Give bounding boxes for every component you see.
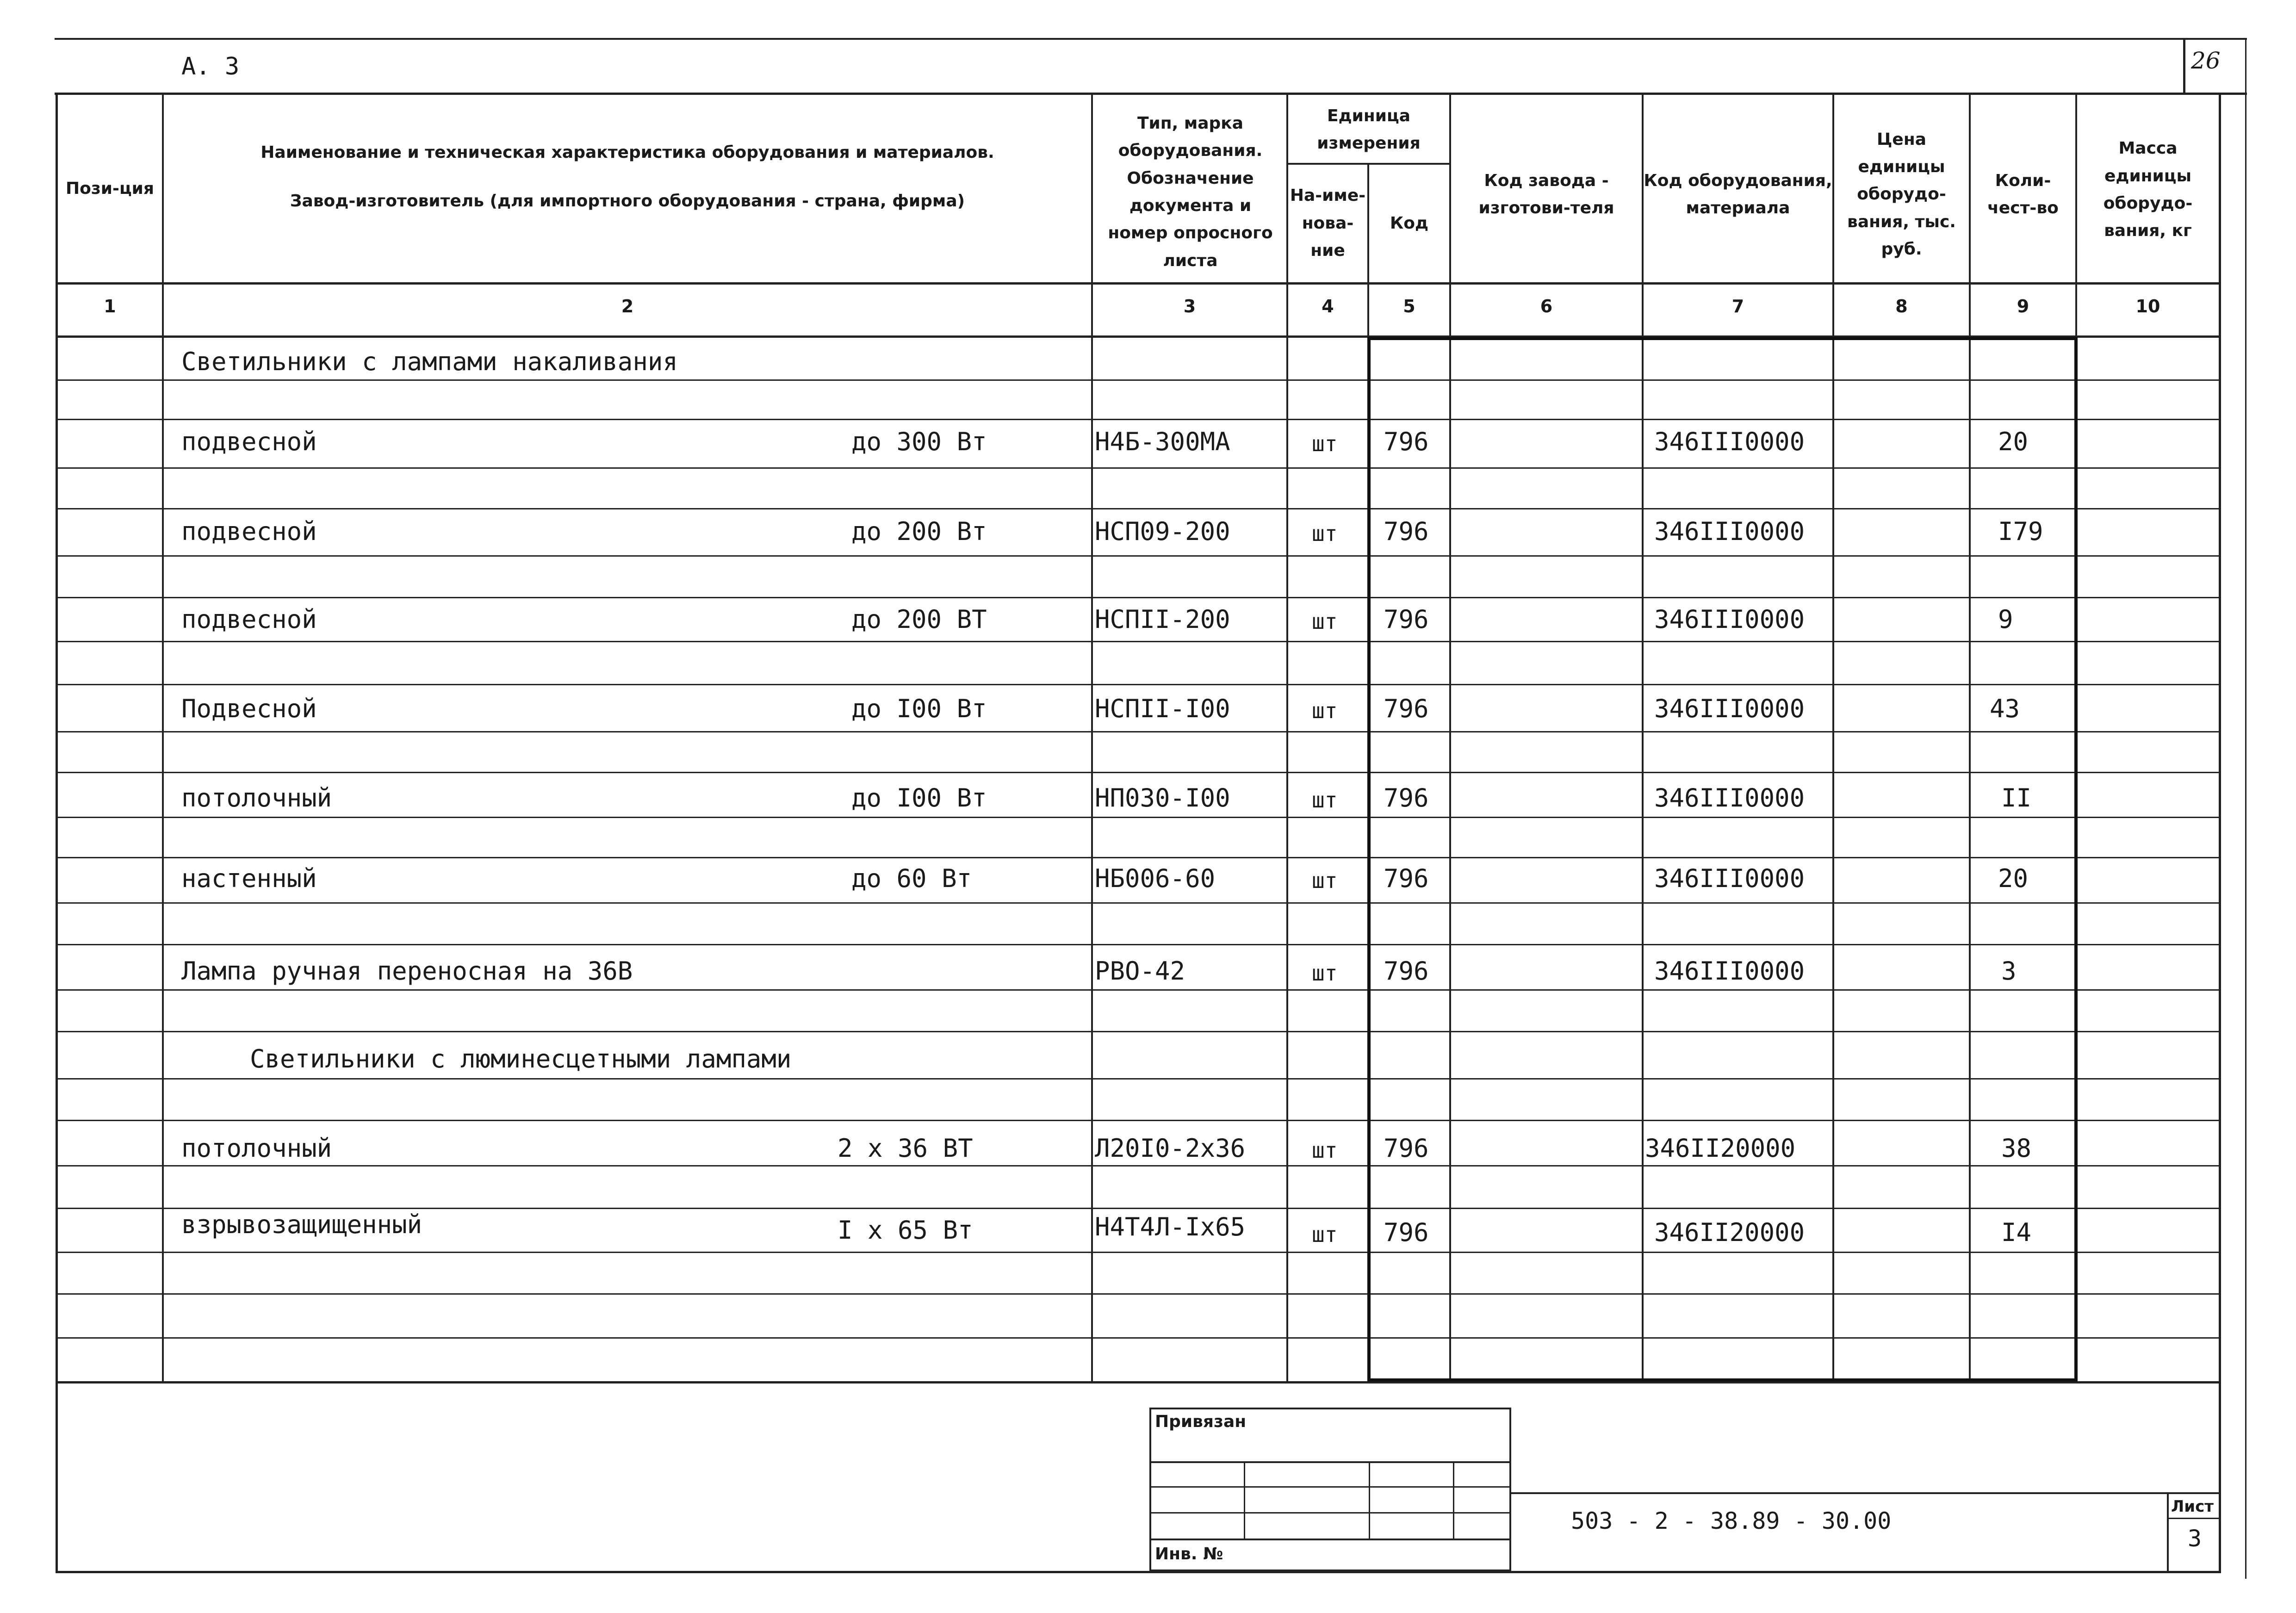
column-number: 4 — [1322, 296, 1334, 316]
item-name: подвесной — [181, 427, 317, 456]
item-unit: шт — [1312, 1222, 1338, 1247]
item-quantity: 43 — [1990, 694, 2020, 723]
inventory-number-label: Инв. № — [1155, 1545, 1223, 1563]
header-name-line1: Наименование и техническая характеристика оборудования и материалов. — [261, 143, 994, 162]
item-type: Н4Б-300МА — [1095, 427, 1230, 456]
header-mass: Масса единицы оборудо-вания, кг — [2103, 139, 2193, 241]
item-name: потолочный — [181, 1134, 332, 1163]
item-unit: шт — [1312, 698, 1338, 723]
column-number: 9 — [2017, 296, 2029, 316]
item-type: РВО-42 — [1095, 956, 1185, 986]
header-unit-group: Единица измерения — [1317, 106, 1421, 153]
item-power: до I00 Вт — [851, 694, 987, 723]
item-name: настенный — [181, 864, 317, 893]
sheet-number: 3 — [2188, 1525, 2202, 1552]
item-unit: шт — [1312, 961, 1338, 986]
column-number: 8 — [1895, 296, 1908, 316]
item-unit: шт — [1312, 609, 1338, 634]
item-name: потолочный — [181, 783, 332, 813]
header-price: Цена единицы оборудо-вания, тыс. руб. — [1847, 130, 1956, 259]
header-type-mark: Тип, марка оборудования. Обозначение документа и номер опросного листа — [1108, 113, 1273, 270]
item-type: НСПII-I00 — [1095, 694, 1230, 723]
item-unit: шт — [1312, 868, 1338, 893]
item-unit: шт — [1312, 788, 1338, 813]
item-quantity: 20 — [1998, 427, 2029, 456]
section-heading: Светильники с люминесцетными лампами — [250, 1044, 792, 1073]
item-quantity: I4 — [2001, 1218, 2032, 1247]
item-unit: шт — [1312, 1138, 1338, 1163]
item-type: Л20I0-2х36 — [1095, 1134, 1246, 1163]
item-name: Подвесной — [181, 694, 317, 723]
item-unit-code: 796 — [1384, 605, 1429, 634]
item-power: I х 65 Вт — [838, 1216, 973, 1245]
header-material-code: Код оборудования, материала — [1644, 171, 1832, 217]
item-power: до 300 Вт — [851, 427, 987, 456]
item-quantity: 9 — [1998, 605, 2013, 634]
item-name: взрывозащищенный — [181, 1210, 422, 1239]
item-type: НБ006-60 — [1095, 864, 1216, 893]
item-power: до 60 Вт — [851, 864, 972, 893]
item-quantity: 38 — [2001, 1134, 2032, 1163]
column-number: 1 — [104, 296, 116, 316]
item-unit-code: 796 — [1384, 1134, 1429, 1163]
item-material-code: 346III0000 — [1654, 783, 1805, 813]
item-unit-code: 796 — [1384, 783, 1429, 813]
item-material-code: 346III0000 — [1654, 517, 1805, 546]
column-number: 7 — [1731, 296, 1744, 316]
header-name-line2: Завод-изготовитель (для импортного оборудования - страна, фирма) — [290, 192, 965, 211]
sheet-corner-number: 26 — [2191, 47, 2221, 74]
item-power: до I00 Вт — [851, 783, 987, 813]
header-plant-code: Код завода - изготови-теля — [1478, 171, 1614, 217]
header-unit-name: На-име-нова-ние — [1290, 186, 1366, 261]
section-heading: Светильники с лампами накаливания — [181, 347, 678, 376]
item-unit-code: 796 — [1384, 1218, 1429, 1247]
column-number: 5 — [1403, 296, 1415, 316]
item-unit: шт — [1312, 521, 1338, 546]
header-quantity: Коли-чест-во — [1987, 171, 2059, 217]
item-name: подвесной — [181, 605, 317, 634]
sheet-label: Лист — [2171, 1497, 2214, 1516]
item-material-code: 346III0000 — [1654, 864, 1805, 893]
item-quantity: 20 — [1998, 864, 2029, 893]
item-unit-code: 796 — [1384, 427, 1429, 456]
item-name: Лампа ручная переносная на 36В — [181, 956, 633, 986]
item-power: 2 х 36 ВТ — [838, 1134, 973, 1163]
item-type: Н4Т4Л-Iх65 — [1095, 1212, 1246, 1241]
appendix-label: А. 3 — [181, 53, 240, 81]
item-type: НСПII-200 — [1095, 605, 1230, 634]
item-power: до 200 ВТ — [851, 605, 987, 634]
item-unit-code: 796 — [1384, 517, 1429, 546]
item-name: подвесной — [181, 517, 317, 546]
item-material-code: 346III0000 — [1654, 427, 1805, 456]
item-unit-code: 796 — [1384, 864, 1429, 893]
item-material-code: 346II20000 — [1654, 1218, 1805, 1247]
item-quantity: 3 — [2001, 956, 2017, 986]
item-quantity: I79 — [1998, 517, 2043, 546]
item-unit-code: 796 — [1384, 694, 1429, 723]
header-position: Пози-ция — [66, 179, 154, 198]
column-number: 6 — [1540, 296, 1553, 316]
item-material-code: 346III0000 — [1654, 605, 1805, 634]
item-material-code: 346III0000 — [1654, 694, 1805, 723]
item-material-code: 346II20000 — [1645, 1134, 1796, 1163]
item-power: до 200 Вт — [851, 517, 987, 546]
document-code: 503 - 2 - 38.89 - 30.00 — [1571, 1508, 1892, 1534]
item-unit-code: 796 — [1384, 956, 1429, 986]
column-number: 2 — [621, 296, 634, 316]
attached-label: Привязан — [1155, 1412, 1247, 1431]
column-number: 10 — [2135, 296, 2160, 316]
header-unit-code: Код — [1390, 213, 1429, 233]
item-type: НП030-I00 — [1095, 783, 1230, 813]
item-unit: шт — [1312, 431, 1338, 456]
item-quantity: II — [2001, 783, 2032, 813]
item-type: НСП09-200 — [1095, 517, 1230, 546]
column-number: 3 — [1183, 296, 1196, 316]
item-material-code: 346III0000 — [1654, 956, 1805, 986]
